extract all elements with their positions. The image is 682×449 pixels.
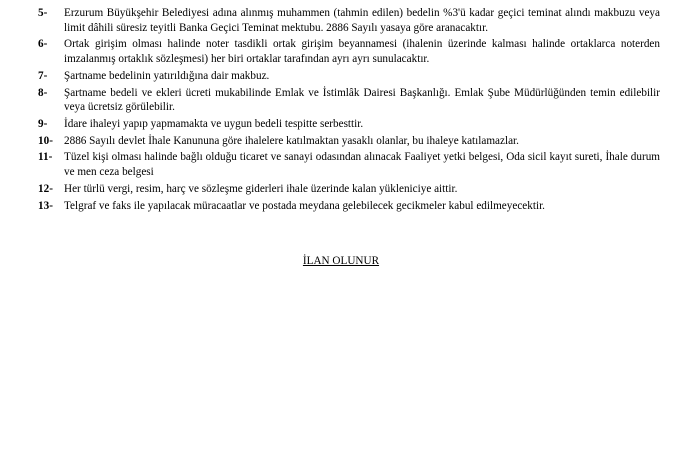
item-text: İdare ihaleyi yapıp yapmamakta ve uygun bedeli tespitte serbesttir. [64,117,364,130]
item-number: 12- [38,182,53,195]
item-number: 8- [38,86,48,99]
list-item [38,69,660,84]
list-item [38,37,660,66]
list-item [38,199,660,214]
item-text: Telgraf ve faks ile yapılacak müracaatlar ve postada meydana gelebilecek gecikmeler kabul edilmeyecektir. [64,199,545,212]
item-number: 10- [38,134,53,147]
list-item [38,6,660,35]
item-text: Ortak girişim olması halinde noter tasdikli ortak girişim beyannamesi (ihalenin üzerinde kalması halinde ortaklarca noterden imzalanmış ortaklık sözleşmesi) her biri ortaklar tarafından ayrı ayrı sunulacaktır. [64,38,660,65]
list-item [38,117,660,132]
item-text: Her türlü vergi, resim, harç ve sözleşme giderleri ihale üzerinde kalan yükleniciye aittir. [64,182,458,195]
requirements-list [38,6,660,215]
closing-statement: İLAN OLUNUR [302,255,380,267]
item-number: 13- [38,199,53,212]
item-number: 7- [38,69,48,82]
item-text: Erzurum Büyükşehir Belediyesi adına alınmış muhammen (tahmin edilen) bedelin %3'ü kadar geçici teminat alındı makbuzu veya limit dâhili süresiz teyitli Banka Geçici Teminat mektubu. 2886 Sayılı yasaya göre aranacaktır. [64,7,660,34]
item-number: 5- [38,7,48,19]
list-item [38,150,660,179]
list-item [38,134,660,149]
list-item [38,182,660,197]
item-number: 6- [38,38,48,51]
item-text: Şartname bedelinin yatırıldığına dair makbuz. [64,69,270,82]
item-text: 2886 Sayılı devlet İhale Kanununa göre ihalelere katılmaktan yasaklı olanlar, bu ihaleye katılamazlar. [64,134,519,147]
item-number: 9- [38,117,48,130]
list-item [38,86,660,115]
item-text: Tüzel kişi olması halinde bağlı olduğu ticaret ve sanayi odasından alınacak Faaliyet yetki belgesi, Oda sicil kayıt sureti, İhale durum ve men ceza belgesi [64,151,660,179]
item-text: Şartname bedeli ve ekleri ücreti mukabilinde Emlak ve İstimlâk Dairesi Başkanlığı. Emlak Şube Müdürlüğünden temin edilebilir veya ücretsiz görülebilir. [64,86,660,114]
item-number: 11- [38,151,53,164]
